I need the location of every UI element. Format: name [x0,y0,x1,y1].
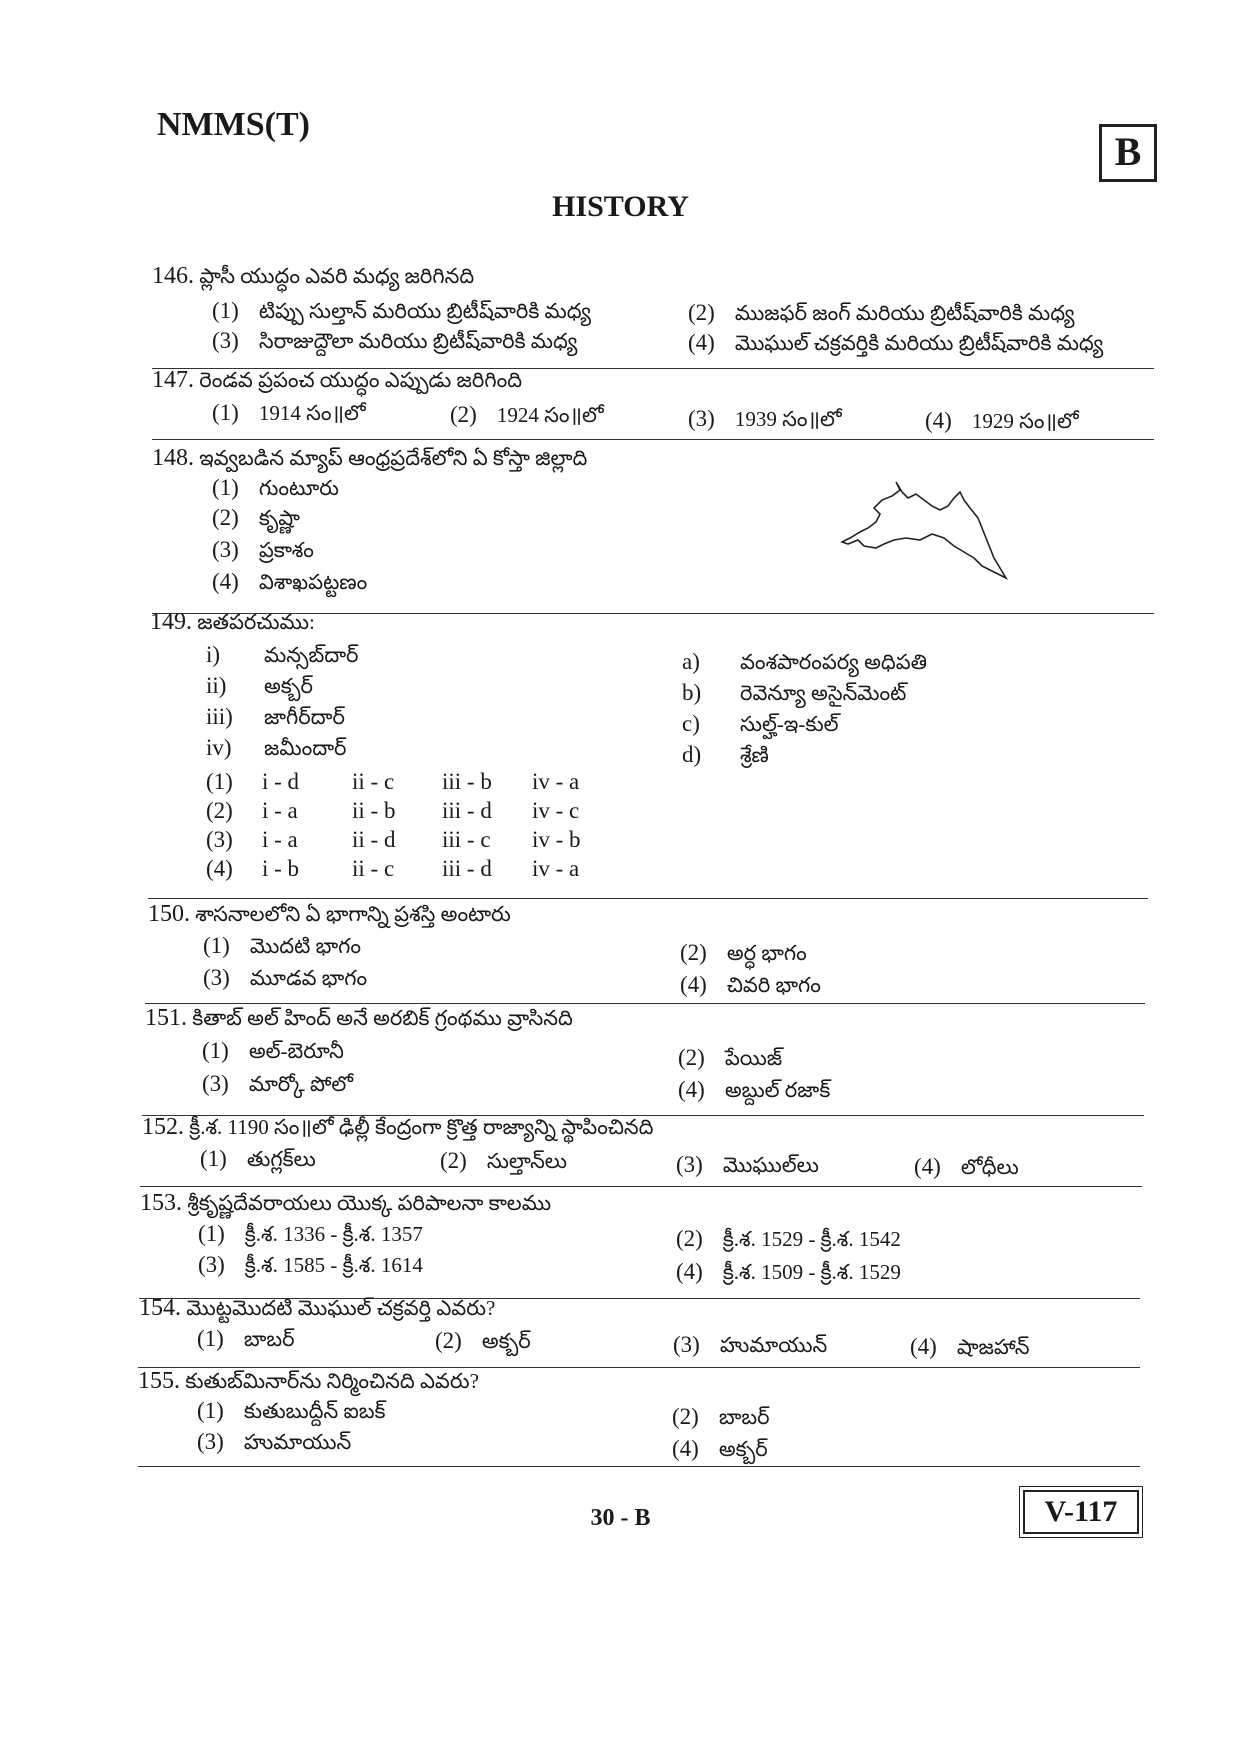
question-146 [152,263,474,294]
question-151: 151. కితాబ్ అల్ హింద్ అనే అరబిక్ గ్రంథము వ్రాసినది [145,1005,573,1031]
option-146-4: (4) మొఘుల్ చక్రవర్తికి మరియు బ్రిటీష్‌వారికి మధ్య [688,330,1104,355]
exam-code: NMMS(T) [157,106,310,143]
option-155-3: (3) హుమాయున్ [197,1429,352,1454]
question-text: ప్లాసీ యుద్ధం ఎవరి మధ్య జరిగినది [199,264,475,288]
option-151-2: (2) పేయిజ్ [678,1045,783,1070]
option-152-3: (3) మొఘుల్‌లు [676,1152,819,1177]
option-153-3: (3) క్రీ.శ. 1585 - క్రీ.శ. 1614 [198,1252,423,1277]
option-154-1: (1) బాబర్ [197,1326,295,1351]
option-151-4: (4) అబ్దుల్ రజాక్ [678,1077,831,1102]
question-150: 150. శాసనాలలోని ఏ భాగాన్ని ప్రశస్తి అంటారు [148,901,511,927]
option-152-4: (4) లోధీలు [914,1154,1019,1179]
question-148: 148. ఇవ్వబడిన మ్యాప్ ఆంధ్రప్రదేశ్‌లోని ఏ కోస్తా జిల్లాది [152,445,588,471]
option-148-4: (4) విశాఖపట్టణం [212,569,368,594]
question-147: 147. రెండవ ప్రపంచ యుద్ధం ఎప్పుడు జరిగింది [152,367,523,393]
divider [138,1466,1140,1467]
match-right-c: c) సుల్హ్-ఇ-కుల్ [682,711,839,736]
option-146-3: (3) సిరాజుద్దౌలా మరియు బ్రిటీష్‌వారికి మధ్య [212,328,578,353]
question-153: 153. శ్రీకృష్ణదేవరాయలు యొక్క పరిపాలనా కాలము [140,1190,552,1216]
option-147-4: (4) 1929 సం॥లో [925,408,1079,433]
option-155-2: (2) బాబర్ [672,1404,770,1429]
divider [145,1003,1145,1004]
match-right-d: d) శ్రేణి [682,742,769,767]
option-150-4: (4) చివరి భాగం [680,972,821,997]
option-149-2: (2) i - a ii - b iii - d iv - c [206,798,580,823]
option-153-2: (2) క్రీ.శ. 1529 - క్రీ.శ. 1542 [676,1226,901,1251]
option-155-1: (1) కుతుబుద్దీన్ ఐబక్ [197,1398,386,1423]
option-146-1: (1) టిప్పు సుల్తాన్ మరియు బ్రిటీష్‌వారికి మధ్య [212,298,592,323]
option-153-4: (4) క్రీ.శ. 1509 - క్రీ.శ. 1529 [676,1259,901,1284]
page-number: 30 - B [590,1505,651,1531]
option-154-4: (4) షాజహాన్ [910,1334,1030,1359]
question-154: 154. మొట్టమొదటి మొఘుల్ చక్రవర్తి ఎవరు? [139,1295,496,1321]
option-148-2: (2) కృష్ణా [212,505,300,530]
question-152: 152. క్రీ.శ. 1190 సం॥లో ఢిల్లీ కేంద్రంగా క్రొత్త రాజ్యాన్ని స్థాపించినది [142,1114,654,1140]
option-148-3: (3) ప్రకాశం [212,537,314,562]
option-152-1: (1) తుగ్లక్‌లు [200,1146,316,1171]
match-left-i: i) మన్సబ్‌దార్ [206,642,359,667]
match-right-a: a) వంశపారంపర్య అధిపతి [682,649,928,674]
question-149: 149. జతపరచుము: [150,609,315,635]
option-148-1: (1) గుంటూరు [212,475,339,500]
option-149-1: (1) i - d ii - c iii - b iv - a [206,769,580,794]
option-153-1: (1) క్రీ.శ. 1336 - క్రీ.శ. 1357 [198,1221,423,1246]
divider [152,439,1154,440]
option-154-2: (2) అక్బర్ [435,1328,531,1353]
question-155: 155. కుతుబ్‌మినార్‌ను నిర్మించినది ఎవరు? [138,1368,479,1394]
booklet-code-box: V-117 [1023,1490,1139,1534]
divider [140,1186,1142,1187]
option-149-4: (4) i - b ii - c iii - d iv - a [206,856,580,881]
option-152-2: (2) సుల్తాన్‌లు [440,1148,567,1173]
match-left-iii: iii) జాగీర్‌దార్ [206,704,345,729]
set-label-box: B [1099,124,1157,182]
divider [148,898,1148,899]
match-left-ii: ii) అక్బర్ [206,673,313,698]
option-150-2: (2) అర్ధ భాగం [680,940,807,965]
option-151-1: (1) అల్-బెరూనీ [202,1038,344,1063]
option-149-3: (3) i - a ii - d iii - c iv - b [206,827,581,852]
section-title: HISTORY [552,190,689,223]
option-147-2: (2) 1924 సం॥లో [450,402,604,427]
option-147-3: (3) 1939 సం॥లో [688,406,842,431]
option-146-2: (2) ముజఫర్ జంగ్ మరియు బ్రిటీష్‌వారికి మధ్య [688,300,1075,325]
option-150-1: (1) మొదటి భాగం [203,933,362,958]
option-154-3: (3) హుమాయున్ [673,1332,828,1357]
option-155-4: (4) అక్బర్ [672,1436,768,1461]
option-147-1: (1) 1914 సం॥లో [212,400,366,425]
option-151-3: (3) మార్కో పోలో [202,1071,354,1096]
match-right-b: b) రెవెన్యూ అసైన్‌మెంట్ [682,680,907,705]
match-left-iv: iv) జమీందార్ [206,735,347,760]
question-number: 146. [152,263,194,289]
option-150-3: (3) మూడవ భాగం [203,965,368,990]
district-map [840,478,1010,588]
